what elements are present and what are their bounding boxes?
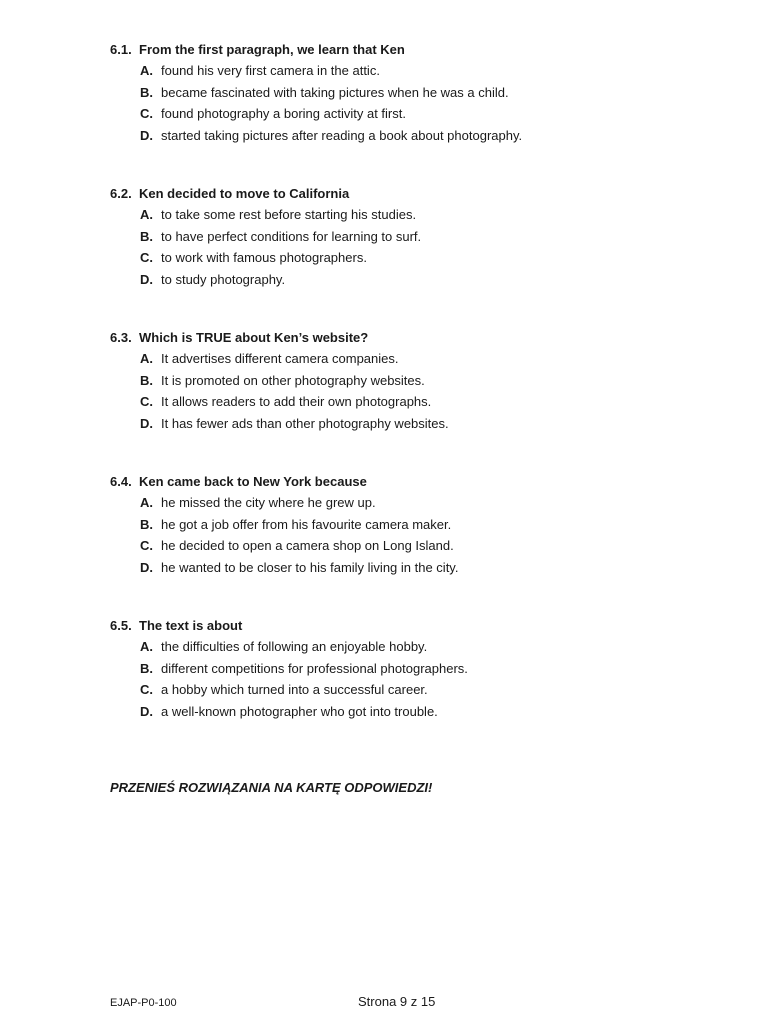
option-letter: A.: [140, 639, 153, 654]
question-text: Which is TRUE about Ken’s website?: [139, 330, 369, 345]
option-d: [110, 269, 730, 291]
option-c: [110, 247, 730, 269]
option-letter: D.: [140, 559, 153, 575]
option-letter: B.: [140, 228, 153, 244]
question-6-1: [110, 40, 730, 146]
option-text: a hobby which turned into a successful career.: [161, 682, 428, 697]
question-6-2: [110, 184, 730, 290]
option-list: [110, 492, 730, 578]
option-a: [110, 348, 730, 370]
question-number: 6.5.: [110, 618, 132, 633]
option-letter: D.: [140, 271, 153, 287]
option-text: It is promoted on other photography websites.: [161, 372, 425, 388]
transfer-instruction: PRZENIEŚ ROZWIĄZANIA NA KARTĘ ODPOWIEDZI!: [110, 780, 433, 795]
question-title: [110, 328, 730, 348]
option-letter: B.: [140, 84, 153, 100]
option-letter: B.: [140, 372, 153, 388]
question-title: [110, 472, 730, 492]
option-c: [110, 103, 730, 125]
option-letter: C.: [140, 106, 153, 121]
question-6-5: [110, 616, 730, 722]
option-text: It advertises different camera companies.: [161, 351, 399, 366]
question-6-4: [110, 472, 730, 578]
option-text: the difficulties of following an enjoyable hobby.: [161, 639, 428, 654]
option-b: [110, 370, 730, 392]
option-b: [110, 658, 730, 680]
question-title: [110, 40, 730, 60]
question-number: 6.2.: [110, 186, 132, 201]
option-letter: C.: [140, 394, 153, 409]
option-list: [110, 60, 730, 146]
question-title: [110, 616, 730, 636]
option-text: to take some rest before starting his studies.: [161, 207, 417, 222]
option-list: [110, 348, 730, 434]
option-letter: A.: [140, 351, 153, 366]
option-text: found photography a boring activity at first.: [161, 106, 406, 121]
option-c: [110, 391, 730, 413]
option-letter: C.: [140, 250, 153, 265]
option-letter: B.: [140, 660, 153, 676]
option-letter: A.: [140, 495, 153, 510]
option-text: he missed the city where he grew up.: [161, 495, 376, 510]
option-text: It has fewer ads than other photography websites.: [161, 415, 449, 431]
option-text: became fascinated with taking pictures when he was a child.: [161, 84, 509, 100]
option-a: [110, 60, 730, 82]
option-a: [110, 492, 730, 514]
option-list: [110, 636, 730, 722]
option-c: [110, 679, 730, 701]
option-text: he got a job offer from his favourite camera maker.: [161, 516, 452, 532]
option-letter: D.: [140, 703, 153, 719]
option-text: a well-known photographer who got into trouble.: [161, 703, 438, 719]
option-list: [110, 204, 730, 290]
option-text: to work with famous photographers.: [161, 250, 367, 265]
page-number: Strona 9 z 15: [358, 994, 436, 1009]
option-text: found his very first camera in the attic.: [161, 63, 380, 78]
question-text: From the first paragraph, we learn that Ken: [139, 42, 405, 57]
option-d: [110, 413, 730, 435]
question-title: [110, 184, 730, 204]
option-d: [110, 125, 730, 147]
question-text: Ken decided to move to California: [139, 186, 350, 201]
option-text: It allows readers to add their own photographs.: [161, 394, 432, 409]
option-letter: D.: [140, 415, 153, 431]
option-text: different competitions for professional photographers.: [161, 660, 468, 676]
option-b: [110, 514, 730, 536]
exam-code: EJAP-P0-100: [110, 997, 177, 1009]
option-letter: A.: [140, 207, 153, 222]
question-text: The text is about: [139, 618, 243, 633]
option-letter: B.: [140, 516, 153, 532]
option-text: to study photography.: [161, 271, 286, 287]
option-b: [110, 226, 730, 248]
option-d: [110, 557, 730, 579]
question-6-3: [110, 328, 730, 434]
option-letter: A.: [140, 63, 153, 78]
option-text: he decided to open a camera shop on Long Island.: [161, 538, 454, 553]
option-letter: D.: [140, 127, 153, 143]
option-d: [110, 701, 730, 723]
option-a: [110, 204, 730, 226]
question-text: Ken came back to New York because: [139, 474, 367, 489]
option-a: [110, 636, 730, 658]
question-number: 6.3.: [110, 330, 132, 345]
option-text: to have perfect conditions for learning to surf.: [161, 228, 422, 244]
option-letter: C.: [140, 538, 153, 553]
option-b: [110, 82, 730, 104]
option-letter: C.: [140, 682, 153, 697]
option-text: he wanted to be closer to his family living in the city.: [161, 559, 459, 575]
option-c: [110, 535, 730, 557]
question-number: 6.1.: [110, 42, 132, 57]
option-text: started taking pictures after reading a book about photography.: [161, 127, 523, 143]
question-number: 6.4.: [110, 474, 132, 489]
